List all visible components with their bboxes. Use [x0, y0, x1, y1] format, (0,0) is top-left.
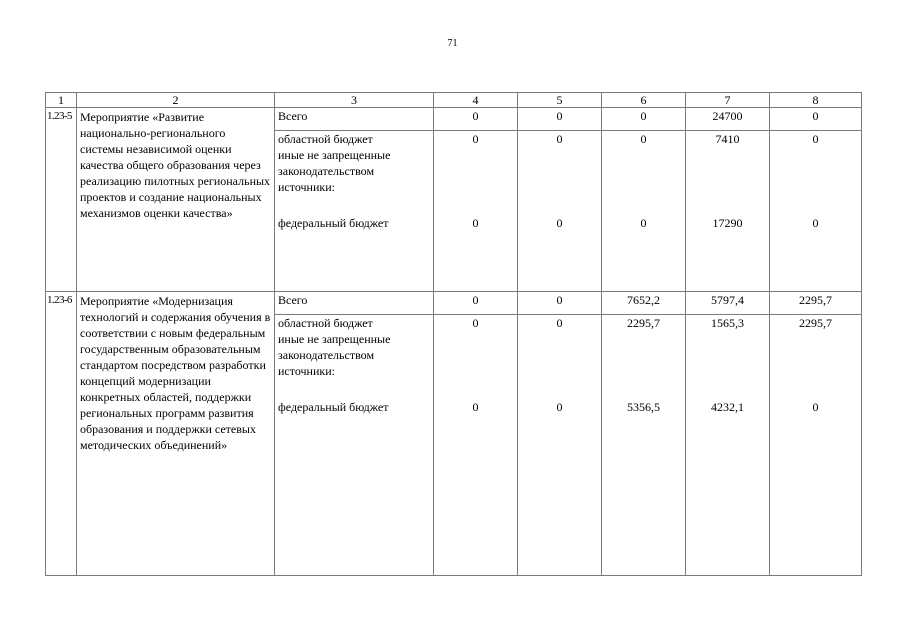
value-cell: [770, 131, 862, 292]
value-federal: 0: [812, 400, 819, 414]
value-federal: 0: [472, 216, 479, 230]
value-cell: [770, 315, 862, 576]
value-cell: [686, 315, 770, 576]
value-oblast: 2295,7: [627, 316, 660, 330]
value-oblast: 0: [472, 132, 479, 146]
source-label: Всего: [275, 108, 434, 131]
header-cell: 4: [434, 93, 518, 108]
value-cell: 0: [770, 108, 862, 131]
value-cell: [602, 315, 686, 576]
value-cell: [686, 131, 770, 292]
value-oblast: 0: [556, 132, 563, 146]
row-code: 1.23-5: [46, 108, 77, 292]
value-oblast: 2295,7: [799, 316, 832, 330]
value-federal: 0: [556, 400, 563, 414]
value-cell: 0: [434, 292, 518, 315]
source-label: областной бюджет: [278, 132, 373, 146]
page-number: 71: [447, 38, 458, 49]
row-code: 1.23-6: [46, 292, 77, 576]
value-federal: 17290: [712, 216, 743, 230]
header-cell: 1: [46, 93, 77, 108]
value-cell: [434, 131, 518, 292]
value-cell: [518, 315, 602, 576]
value-oblast: 0: [812, 132, 819, 146]
source-label: федеральный бюджет: [278, 400, 389, 414]
source-label: федеральный бюджет: [278, 216, 389, 230]
value-federal: 0: [556, 216, 563, 230]
table-row: [46, 292, 862, 315]
value-cell: 24700: [686, 108, 770, 131]
value-oblast: 0: [640, 132, 647, 146]
header-cell: 2: [77, 93, 275, 108]
value-federal: 4232,1: [711, 400, 744, 414]
value-cell: 0: [518, 292, 602, 315]
value-cell: 2295,7: [770, 292, 862, 315]
value-federal: 0: [812, 216, 819, 230]
value-cell: [518, 131, 602, 292]
row-name: Мероприятие «Развитие национально-регионального системы независимой оценки качества общего образования через реализацию пилотных региональных проектов и создание национальных механизмов оценки качества»: [77, 108, 275, 292]
source-cell: [275, 131, 434, 292]
value-federal: 0: [640, 216, 647, 230]
value-cell: [602, 131, 686, 292]
header-cell: 3: [275, 93, 434, 108]
source-cell: [275, 315, 434, 576]
value-cell: 5797,4: [686, 292, 770, 315]
header-cell: 8: [770, 93, 862, 108]
row-name: Мероприятие «Модернизация технологий и содержания обучения в соответствии с новым федеральным государственным образовательным стандартом посредством разработки концепций модернизации конкретных областей, поддержки региональных программ развития образования и поддержки сетевых методических объединений»: [77, 292, 275, 576]
header-cell: 5: [518, 93, 602, 108]
budget-table: [45, 92, 862, 576]
source-label: иные не запрещенные законодательством источники:: [278, 332, 391, 378]
value-oblast: 1565,3: [711, 316, 744, 330]
value-oblast: 0: [472, 316, 479, 330]
header-cell: 6: [602, 93, 686, 108]
value-oblast: 0: [556, 316, 563, 330]
source-label: областной бюджет: [278, 316, 373, 330]
value-federal: 0: [472, 400, 479, 414]
value-oblast: 7410: [715, 132, 740, 146]
value-cell: 7652,2: [602, 292, 686, 315]
value-federal: 5356,5: [627, 400, 660, 414]
table-row: [46, 108, 862, 131]
source-label: иные не запрещенные законодательством источники:: [278, 148, 391, 194]
header-cell: 7: [686, 93, 770, 108]
header-row: [46, 93, 862, 108]
value-cell: 0: [434, 108, 518, 131]
value-cell: 0: [518, 108, 602, 131]
source-label: Всего: [275, 292, 434, 315]
value-cell: 0: [602, 108, 686, 131]
value-cell: [434, 315, 518, 576]
